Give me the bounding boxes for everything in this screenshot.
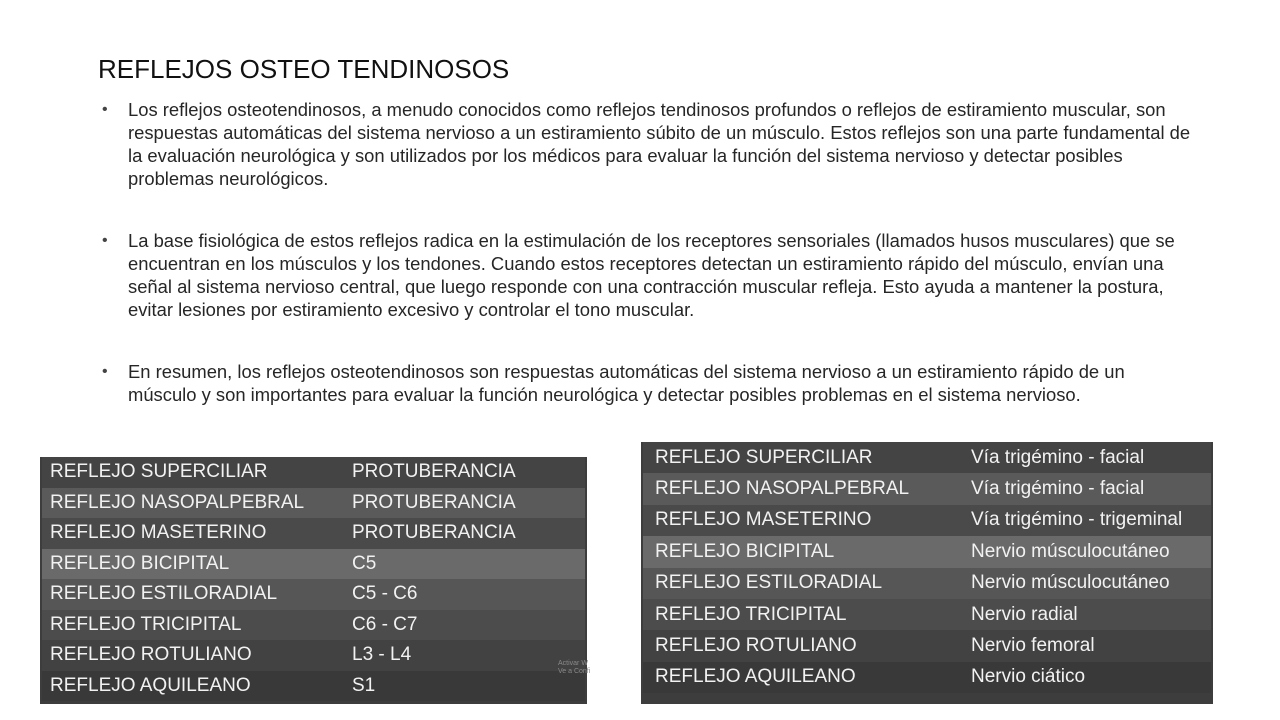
reflex-name-cell: REFLEJO TRICIPITAL — [655, 603, 847, 625]
reflex-value-cell: Vía trigémino - facial — [971, 446, 1145, 468]
reflex-value-cell: C6 - C7 — [352, 613, 418, 635]
bullet-list — [102, 98, 1192, 406]
reflex-value-cell: Nervio radial — [971, 603, 1078, 625]
reflex-nerve-table-image — [641, 442, 1213, 704]
reflex-name-cell: REFLEJO ROTULIANO — [50, 644, 252, 666]
bullet-text: En resumen, los reflejos osteotendinosos son respuestas automáticas del sistema nervioso a un estiramiento rápido de un músculo y son importantes para evaluar la función neurológica y detectar posibles problemas en el sistema nervioso. — [128, 361, 1125, 405]
table-row — [42, 518, 585, 549]
table-row — [643, 536, 1211, 567]
table-row — [42, 488, 585, 519]
reflex-name-cell: REFLEJO MASETERINO — [50, 522, 267, 544]
table-row — [42, 610, 585, 641]
reflex-value-cell: Nervio femoral — [971, 635, 1095, 657]
reflex-name-cell: REFLEJO AQUILEANO — [50, 674, 251, 696]
reflex-value-cell: C5 — [352, 552, 377, 574]
bullet-item — [102, 98, 1192, 190]
reflex-name-cell: REFLEJO BICIPITAL — [50, 552, 230, 574]
reflex-value-cell: S1 — [352, 674, 376, 696]
reflex-value-cell: Vía trigémino - trigeminal — [971, 509, 1183, 531]
reflex-name-cell: REFLEJO TRICIPITAL — [50, 613, 242, 635]
reflex-name-cell: REFLEJO NASOPALPEBRAL — [50, 491, 305, 513]
reflex-name-cell: REFLEJO SUPERCILIAR — [50, 461, 268, 483]
table-row — [643, 505, 1211, 536]
reflex-name-cell: REFLEJO MASETERINO — [655, 509, 872, 531]
reflex-name-cell: REFLEJO NASOPALPEBRAL — [655, 478, 910, 500]
reflex-name-cell: REFLEJO SUPERCILIAR — [655, 446, 873, 468]
table-row — [643, 662, 1211, 693]
reflex-name-cell: REFLEJO BICIPITAL — [655, 540, 835, 562]
reflex-name-cell: REFLEJO ROTULIANO — [655, 635, 857, 657]
watermark-line: Ve a Confi — [558, 668, 591, 675]
watermark-line: Activar W — [558, 660, 588, 667]
table-row — [42, 640, 585, 671]
table-row — [42, 549, 585, 580]
bullet-item — [102, 360, 1192, 406]
bullet-item — [102, 229, 1192, 321]
table-row — [42, 579, 585, 610]
reflex-value-cell: Nervio ciático — [971, 666, 1086, 688]
table-row — [643, 473, 1211, 504]
table-row — [643, 442, 1211, 473]
bullet-text: La base fisiológica de estos reflejos radica en la estimulación de los receptores sensoriales (llamados husos musculares) que se encuentran en los músculos y los tendones. Cuando estos receptores detectan un estiramiento rápido del músculo, envían una señal al sistema nervioso central, que luego responde con una contracción muscular refleja. Esto ayuda a mantener la postura, evitar lesiones por estiramiento excesivo y controlar el tono muscular. — [128, 230, 1175, 320]
table-row — [643, 630, 1211, 661]
table-row — [643, 568, 1211, 599]
reflex-value-cell: PROTUBERANCIA — [352, 461, 516, 483]
slide-title: REFLEJOS OSTEO TENDINOSOS — [98, 54, 510, 84]
bullet-dot-icon: • — [102, 232, 108, 249]
bullet-text: Los reflejos osteotendinosos, a menudo conocidos como reflejos tendinosos profundos o reflejos de estiramiento muscular, son respuestas automáticas del sistema nervioso a un estiramiento súbito de un músculo. Estos reflejos son una parte fundamental de la evaluación neurológica y son utilizados por los médicos para evaluar la función del sistema nervioso y detectar posibles problemas neurológicos. — [128, 99, 1191, 189]
table-row — [643, 599, 1211, 630]
reflex-value-cell: L3 - L4 — [352, 644, 412, 666]
table-row — [42, 671, 585, 702]
bullet-dot-icon: • — [102, 101, 108, 118]
reflex-name-cell: REFLEJO ESTILORADIAL — [50, 583, 278, 605]
reflex-name-cell: REFLEJO AQUILEANO — [655, 666, 856, 688]
reflex-value-cell: Vía trigémino - facial — [971, 478, 1145, 500]
reflex-value-cell: Nervio músculocutáneo — [971, 540, 1170, 562]
table-row — [42, 457, 585, 488]
reflex-value-cell: PROTUBERANCIA — [352, 522, 516, 544]
reflex-value-cell: Nervio músculocutáneo — [971, 572, 1170, 594]
reflex-value-cell: C5 - C6 — [352, 583, 418, 605]
reflex-level-table-image — [40, 457, 587, 704]
bullet-dot-icon: • — [102, 363, 108, 380]
reflex-value-cell: PROTUBERANCIA — [352, 491, 516, 513]
reflex-name-cell: REFLEJO ESTILORADIAL — [655, 572, 883, 594]
activation-watermark — [558, 660, 590, 676]
